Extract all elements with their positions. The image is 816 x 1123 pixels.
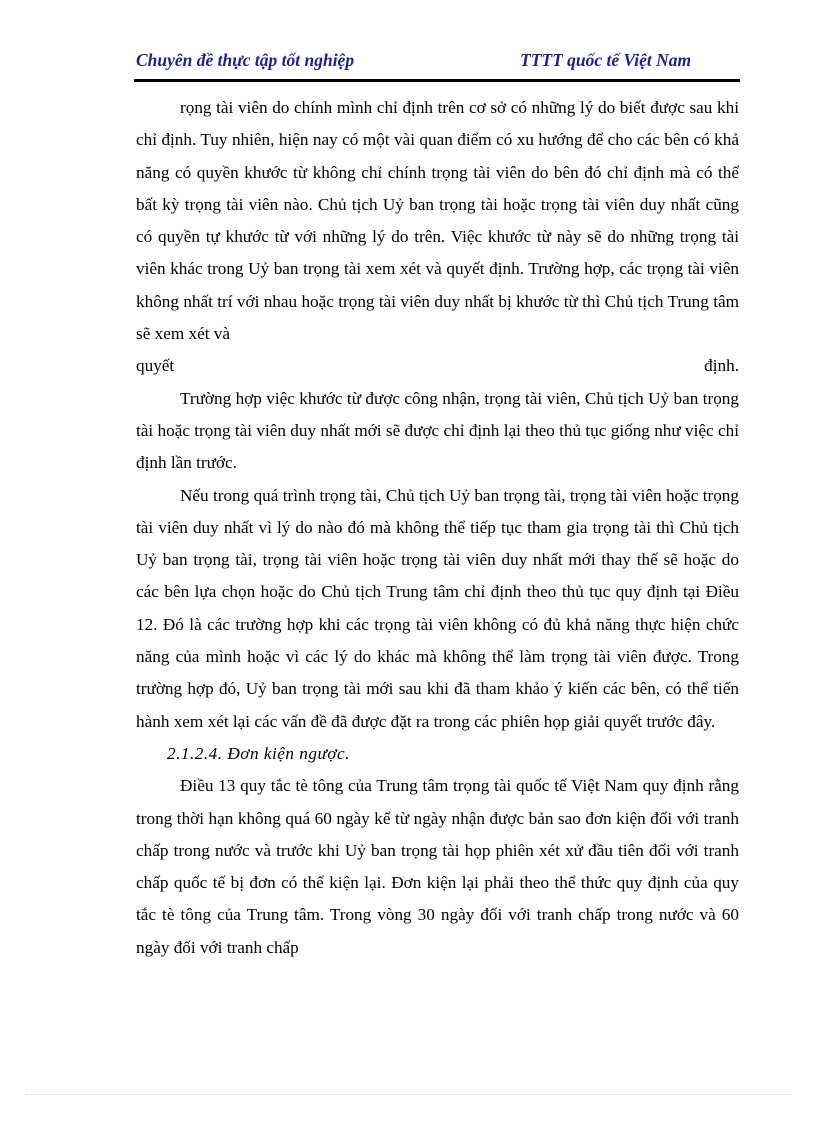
document-body xyxy=(136,92,739,964)
header-title-right: TTTT quốc tế Việt Nam xyxy=(520,50,692,70)
paragraph-1-last-line xyxy=(136,350,739,382)
paragraph-3: Nếu trong quá trình trọng tài, Chủ tịch Uỷ ban trọng tài, trọng tài viên hoặc trọng tài viên duy nhất vì lý do nào đó mà không thể tiếp tục tham gia trọng tài thì Chủ tịch Uỷ ban trọng tài, trọng tài viên hoặc trọng tài viên duy nhất mới thay thế sẽ hoặc do các bên lựa chọn hoặc do Chủ tịch Trung tâm chỉ định theo thủ tục quy định tại Điều 12. Đó là các trường hợp khi các trọng tài viên không có đủ khả năng thực hiện chức năng của mình hoặc vì các lý do khác mà không thể làm trọng tài viên được. Trong trường hợp đó, Uỷ ban trọng tài mới sau khi đã tham khảo ý kiến các bên, có thể tiến hành xem xét lại các vấn đề đã được đặt ra trong các phiên họp giải quyết trước đây. xyxy=(136,485,739,731)
header-title-left: Chuyên đề thực tập tốt nghiệp xyxy=(136,50,355,70)
footer-divider xyxy=(26,1094,792,1095)
paragraph-1-last-word-a: quyết xyxy=(136,356,175,376)
paragraph-1: rọng tài viên do chính mình chỉ định trên cơ sở có những lý do biết được sau khi chỉ định. Tuy nhiên, hiện nay có một vài quan điểm có xu hướng để cho các bên có khả năng có quyền khước từ không chỉ chính trọng tài viên do bên đó chỉ định mà có thể bất kỳ trọng tài viên nào. Chủ tịch Uỷ ban trọng tài hoặc trọng tài viên duy nhất cũng có quyền tự khước từ với những lý do trên. Việc khước từ này sẽ do những trọng tài viên khác trong Uỷ ban trọng tài xem xét và quyết định. Trường hợp, các trọng tài viên không nhất trí với nhau hoặc trọng tài viên duy nhất bị khước từ thì Chủ tịch Trung tâm sẽ xem xét và xyxy=(136,98,739,344)
header-divider xyxy=(134,79,740,82)
section-heading: 2.1.2.4. Đơn kiện ngược. xyxy=(167,743,350,763)
paragraph-2: Trường hợp việc khước từ được công nhận, trọng tài viên, Chủ tịch Uỷ ban trọng tài hoặc trọng tài viên duy nhất mới sẽ được chỉ định lại theo thủ tục giống như việc chỉ định lần trước. xyxy=(136,388,739,473)
paragraph-1-last-word-b: định. xyxy=(704,356,739,376)
page-header xyxy=(134,46,740,74)
paragraph-4: Điều 13 quy tắc tè tông của Trung tâm trọng tài quốc tế Việt Nam quy định rằng trong thời hạn không quá 60 ngày kể từ ngày nhận được bản sao đơn kiện đối với tranh chấp trong nước và trước khi Uỷ ban trọng tài họp phiên xét xử đầu tiên đối với tranh chấp quốc tế bị đơn có thể kiện lại. Đơn kiện lại phải theo thể thức quy định của quy tắc tè tông của Trung tâm. Trong vòng 30 ngày đối với tranh chấp trong nước và 60 ngày đối với tranh chấp xyxy=(136,776,739,957)
